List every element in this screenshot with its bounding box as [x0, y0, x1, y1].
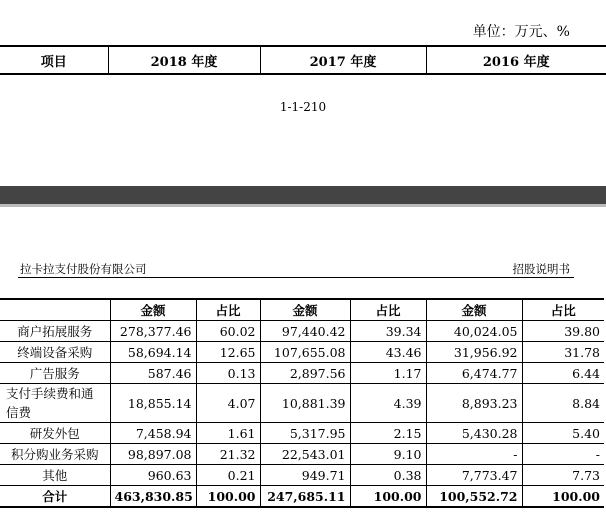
table-row	[0, 465, 604, 486]
table-total-row	[0, 486, 604, 508]
cell-value: 9.10	[350, 444, 426, 465]
header-item: 项目	[0, 46, 108, 74]
row-label: 广告服务	[0, 363, 110, 384]
cell-value: 100.00	[522, 486, 604, 508]
subheader-share-2016: 占比	[522, 299, 604, 321]
cell-value: 2.15	[350, 423, 426, 444]
cell-value: 8.84	[522, 384, 604, 423]
page-number: 1-1-210	[279, 100, 327, 114]
document-type: 招股说明书	[512, 262, 570, 276]
cell-value: 5.40	[522, 423, 604, 444]
subheader-amount-2016: 金额	[426, 299, 522, 321]
row-label: 合计	[0, 486, 110, 508]
cell-value: 6,474.77	[426, 363, 522, 384]
table-row	[0, 363, 604, 384]
cell-value: 60.02	[196, 321, 260, 342]
cell-value: 5,317.95	[260, 423, 350, 444]
cell-value: -	[522, 444, 604, 465]
cell-value: 4.07	[196, 384, 260, 423]
cell-value: 12.65	[196, 342, 260, 363]
cell-value: 21.32	[196, 444, 260, 465]
unit-label: 单位：万元、%	[472, 24, 570, 40]
cell-value: 7.73	[522, 465, 604, 486]
cell-value: 10,881.39	[260, 384, 350, 423]
cell-value: 8,893.23	[426, 384, 522, 423]
cell-value: 100.00	[196, 486, 260, 508]
cell-value: 39.34	[350, 321, 426, 342]
cell-value: 1.61	[196, 423, 260, 444]
cell-value: 39.80	[522, 321, 604, 342]
row-label: 研发外包	[0, 423, 110, 444]
cell-value: 31.78	[522, 342, 604, 363]
page-separator-shadow	[0, 204, 606, 207]
row-label: 积分购业务采购	[0, 444, 110, 465]
cost-breakdown-table	[0, 298, 604, 508]
row-label: 终端设备采购	[0, 342, 110, 363]
cell-value: 463,830.85	[110, 486, 196, 508]
row-label: 商户拓展服务	[0, 321, 110, 342]
cell-value: 949.71	[260, 465, 350, 486]
cell-value: 1.17	[350, 363, 426, 384]
cell-value: 960.63	[110, 465, 196, 486]
table-row	[0, 321, 604, 342]
cell-value: 107,655.08	[260, 342, 350, 363]
cell-value: 4.39	[350, 384, 426, 423]
cell-value: 587.46	[110, 363, 196, 384]
table-row	[0, 423, 604, 444]
table-row	[0, 444, 604, 465]
cell-value: 98,897.08	[110, 444, 196, 465]
subheader-amount-2017: 金额	[260, 299, 350, 321]
page-separator	[0, 186, 606, 204]
cell-value: 40,024.05	[426, 321, 522, 342]
cell-value: 100.00	[350, 486, 426, 508]
cell-value: 7,773.47	[426, 465, 522, 486]
cell-value: 97,440.42	[260, 321, 350, 342]
cell-value: 0.21	[196, 465, 260, 486]
cell-value: -	[426, 444, 522, 465]
company-name: 拉卡拉支付股份有限公司	[20, 262, 147, 276]
row-label: 其他	[0, 465, 110, 486]
table-row	[0, 342, 604, 363]
row-label: 支付手续费和通信费	[0, 384, 110, 423]
subheader-share-2017: 占比	[350, 299, 426, 321]
cell-value: 278,377.46	[110, 321, 196, 342]
cell-value: 18,855.14	[110, 384, 196, 423]
cell-value: 0.13	[196, 363, 260, 384]
cell-value: 31,956.92	[426, 342, 522, 363]
top-header-table	[0, 45, 606, 75]
cell-value: 2,897.56	[260, 363, 350, 384]
table-row	[0, 384, 604, 423]
header-2018: 2018 年度	[108, 46, 260, 74]
header-2016: 2016 年度	[426, 46, 606, 74]
cell-value: 0.38	[350, 465, 426, 486]
cell-value: 5,430.28	[426, 423, 522, 444]
cell-value: 100,552.72	[426, 486, 522, 508]
subheader-share-2018: 占比	[196, 299, 260, 321]
subheader-amount-2018: 金额	[110, 299, 196, 321]
cell-value: 58,694.14	[110, 342, 196, 363]
header-rule	[18, 277, 574, 278]
table-subheader-row	[0, 299, 604, 321]
cell-value: 6.44	[522, 363, 604, 384]
cell-value: 43.46	[350, 342, 426, 363]
cell-value: 22,543.01	[260, 444, 350, 465]
cell-value: 247,685.11	[260, 486, 350, 508]
subheader-blank	[0, 299, 110, 321]
header-2017: 2017 年度	[260, 46, 426, 74]
cell-value: 7,458.94	[110, 423, 196, 444]
